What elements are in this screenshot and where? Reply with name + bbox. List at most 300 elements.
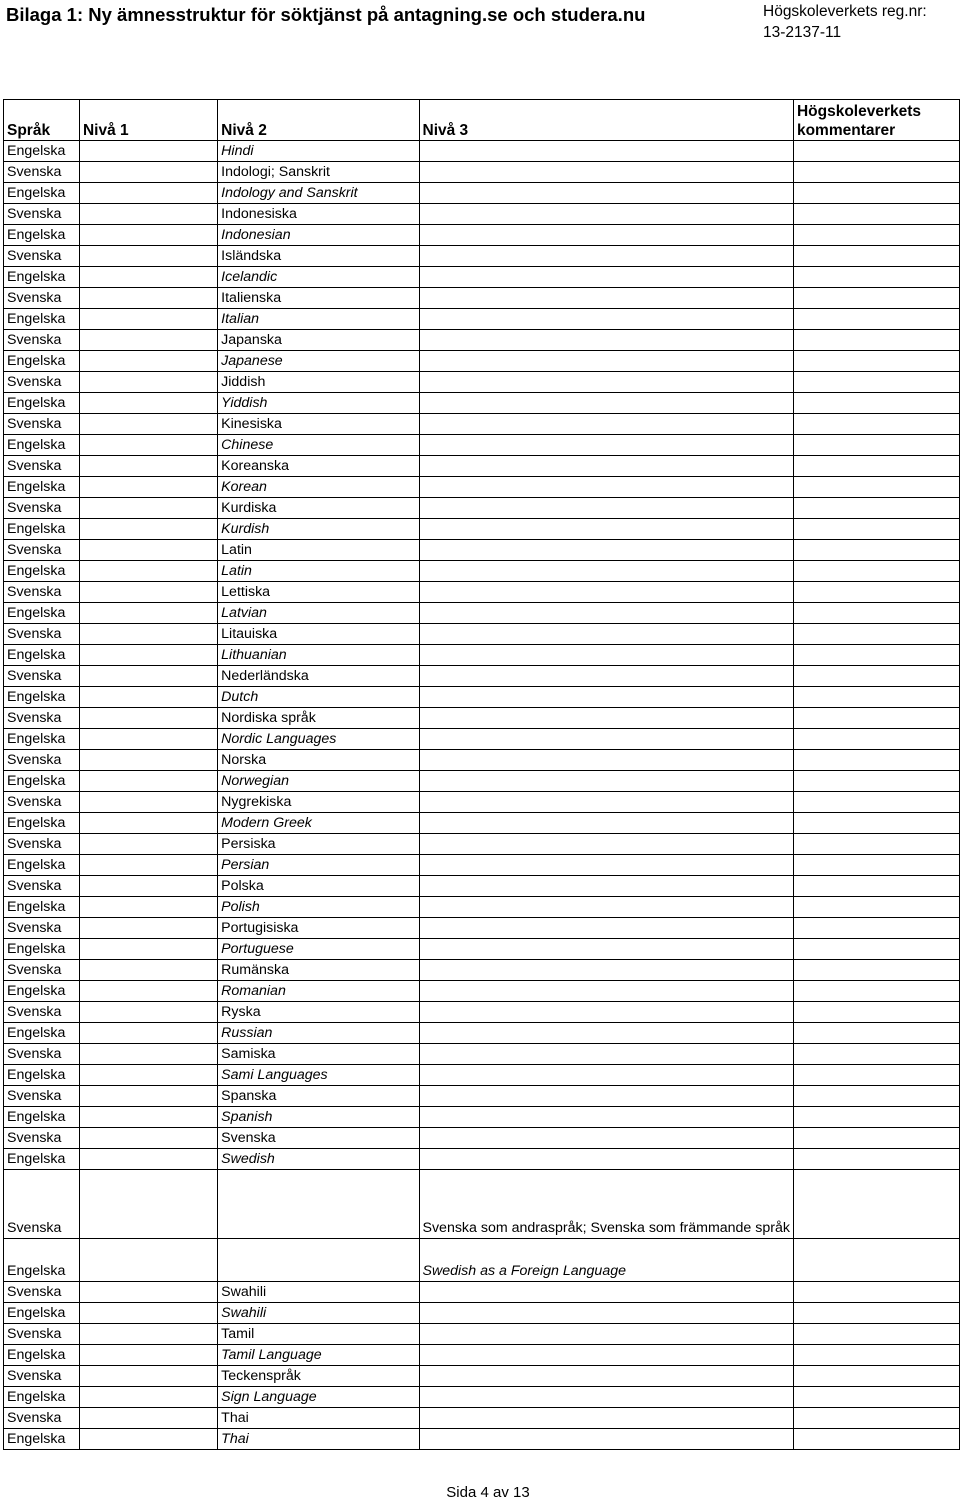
cell-niva-1 — [79, 267, 217, 288]
cell-niva-2: Japanese — [218, 351, 419, 372]
cell-kommentar — [793, 624, 959, 645]
cell-sprak: Engelska — [4, 1149, 80, 1170]
cell-kommentar — [793, 603, 959, 624]
table-row — [4, 1128, 960, 1149]
cell-niva-2 — [218, 1170, 419, 1239]
cell-niva-3 — [419, 771, 793, 792]
cell-niva-1 — [79, 666, 217, 687]
cell-sprak: Engelska — [4, 1107, 80, 1128]
cell-niva-1 — [79, 876, 217, 897]
cell-niva-1 — [79, 246, 217, 267]
cell-niva-3 — [419, 561, 793, 582]
table-row — [4, 939, 960, 960]
cell-niva-3 — [419, 1282, 793, 1303]
cell-niva-1 — [79, 1065, 217, 1086]
cell-niva-1 — [79, 540, 217, 561]
col-header-kommentarer-line1: Högskoleverkets — [796, 103, 922, 120]
cell-niva-2: Samiska — [218, 1044, 419, 1065]
cell-sprak: Svenska — [4, 582, 80, 603]
cell-kommentar — [793, 498, 959, 519]
cell-sprak: Svenska — [4, 1170, 80, 1239]
cell-sprak: Svenska — [4, 918, 80, 939]
cell-kommentar — [793, 1345, 959, 1366]
table-row — [4, 1239, 960, 1282]
table-row — [4, 1387, 960, 1408]
cell-niva-1 — [79, 1107, 217, 1128]
cell-niva-2: Persian — [218, 855, 419, 876]
cell-kommentar — [793, 1170, 959, 1239]
cell-niva-3 — [419, 1065, 793, 1086]
cell-niva-2: Jiddish — [218, 372, 419, 393]
col-header-niva-3: Nivå 3 — [419, 100, 793, 141]
cell-kommentar — [793, 813, 959, 834]
cell-sprak: Engelska — [4, 225, 80, 246]
cell-sprak: Svenska — [4, 414, 80, 435]
cell-kommentar — [793, 1408, 959, 1429]
cell-kommentar — [793, 1044, 959, 1065]
cell-niva-2: Thai — [218, 1429, 419, 1450]
cell-sprak: Engelska — [4, 1239, 80, 1282]
cell-kommentar — [793, 456, 959, 477]
cell-kommentar — [793, 1239, 959, 1282]
cell-niva-1 — [79, 1387, 217, 1408]
table-row — [4, 141, 960, 162]
cell-niva-3 — [419, 750, 793, 771]
cell-kommentar — [793, 267, 959, 288]
table-row — [4, 1170, 960, 1239]
table-row — [4, 645, 960, 666]
cell-sprak: Engelska — [4, 1429, 80, 1450]
cell-niva-2: Chinese — [218, 435, 419, 456]
cell-sprak: Svenska — [4, 456, 80, 477]
cell-sprak: Svenska — [4, 246, 80, 267]
cell-niva-2: Teckenspråk — [218, 1366, 419, 1387]
table-row — [4, 603, 960, 624]
cell-sprak: Engelska — [4, 1387, 80, 1408]
cell-kommentar — [793, 1387, 959, 1408]
cell-sprak: Svenska — [4, 750, 80, 771]
cell-sprak: Engelska — [4, 981, 80, 1002]
cell-niva-2: Isländska — [218, 246, 419, 267]
cell-kommentar — [793, 771, 959, 792]
cell-niva-2: Swahili — [218, 1282, 419, 1303]
cell-niva-2: Hindi — [218, 141, 419, 162]
registration-number — [763, 2, 927, 53]
cell-kommentar — [793, 645, 959, 666]
table-row — [4, 582, 960, 603]
cell-sprak: Engelska — [4, 855, 80, 876]
cell-sprak: Engelska — [4, 351, 80, 372]
reg-number: 13-2137-11 — [763, 24, 842, 41]
table-row — [4, 666, 960, 687]
cell-niva-1 — [79, 1086, 217, 1107]
cell-niva-2: Polish — [218, 897, 419, 918]
cell-niva-1 — [79, 939, 217, 960]
document-title: Bilaga 1: Ny ämnesstruktur för söktjänst på antagning.se och studera.nu — [6, 4, 646, 25]
cell-niva-3 — [419, 456, 793, 477]
cell-kommentar — [793, 1303, 959, 1324]
table-row — [4, 246, 960, 267]
cell-niva-1 — [79, 855, 217, 876]
cell-sprak: Svenska — [4, 1324, 80, 1345]
cell-kommentar — [793, 1086, 959, 1107]
cell-niva-3 — [419, 813, 793, 834]
table-row — [4, 372, 960, 393]
cell-niva-3 — [419, 393, 793, 414]
cell-niva-1 — [79, 708, 217, 729]
cell-sprak: Engelska — [4, 687, 80, 708]
cell-sprak: Engelska — [4, 435, 80, 456]
cell-niva-2 — [218, 1239, 419, 1282]
cell-kommentar — [793, 309, 959, 330]
cell-sprak: Svenska — [4, 834, 80, 855]
table-row — [4, 561, 960, 582]
col-header-kommentarer — [793, 100, 959, 141]
cell-niva-1 — [79, 498, 217, 519]
cell-niva-2: Kurdish — [218, 519, 419, 540]
cell-niva-3 — [419, 351, 793, 372]
cell-niva-1 — [79, 1044, 217, 1065]
cell-niva-1 — [79, 792, 217, 813]
cell-niva-2: Lettiska — [218, 582, 419, 603]
cell-niva-2: Italian — [218, 309, 419, 330]
cell-niva-2: Nederländska — [218, 666, 419, 687]
cell-niva-2: Svenska — [218, 1128, 419, 1149]
cell-niva-2: Portugisiska — [218, 918, 419, 939]
cell-niva-2: Korean — [218, 477, 419, 498]
cell-niva-3 — [419, 981, 793, 1002]
cell-sprak: Engelska — [4, 267, 80, 288]
cell-niva-2: Modern Greek — [218, 813, 419, 834]
cell-sprak: Svenska — [4, 1282, 80, 1303]
table-row — [4, 771, 960, 792]
cell-kommentar — [793, 1002, 959, 1023]
cell-niva-1 — [79, 624, 217, 645]
cell-niva-1 — [79, 1282, 217, 1303]
cell-sprak: Engelska — [4, 141, 80, 162]
table-row — [4, 792, 960, 813]
cell-kommentar — [793, 792, 959, 813]
table-row — [4, 225, 960, 246]
table-row — [4, 729, 960, 750]
cell-niva-2: Nordiska språk — [218, 708, 419, 729]
cell-niva-1 — [79, 477, 217, 498]
table-row — [4, 309, 960, 330]
cell-kommentar — [793, 183, 959, 204]
table-row — [4, 183, 960, 204]
cell-kommentar — [793, 897, 959, 918]
cell-niva-1 — [79, 435, 217, 456]
cell-sprak: Engelska — [4, 1023, 80, 1044]
cell-niva-1 — [79, 1239, 217, 1282]
cell-niva-1 — [79, 351, 217, 372]
cell-niva-1 — [79, 288, 217, 309]
cell-sprak: Engelska — [4, 561, 80, 582]
cell-niva-1 — [79, 603, 217, 624]
cell-kommentar — [793, 435, 959, 456]
cell-niva-3 — [419, 624, 793, 645]
cell-niva-2: Yiddish — [218, 393, 419, 414]
cell-sprak: Engelska — [4, 603, 80, 624]
cell-niva-3 — [419, 267, 793, 288]
cell-sprak: Svenska — [4, 162, 80, 183]
cell-niva-3 — [419, 1128, 793, 1149]
cell-sprak: Engelska — [4, 645, 80, 666]
cell-niva-3 — [419, 1366, 793, 1387]
cell-niva-2: Russian — [218, 1023, 419, 1044]
table-row — [4, 813, 960, 834]
cell-niva-2: Persiska — [218, 834, 419, 855]
cell-niva-3 — [419, 582, 793, 603]
cell-kommentar — [793, 981, 959, 1002]
cell-niva-2: Portuguese — [218, 939, 419, 960]
cell-kommentar — [793, 1282, 959, 1303]
cell-kommentar — [793, 1324, 959, 1345]
reg-label: Högskoleverkets reg.nr: — [763, 3, 927, 20]
cell-niva-3 — [419, 498, 793, 519]
cell-niva-2: Japanska — [218, 330, 419, 351]
cell-niva-1 — [79, 1408, 217, 1429]
cell-sprak: Engelska — [4, 1065, 80, 1086]
cell-niva-1 — [79, 918, 217, 939]
cell-niva-2: Sami Languages — [218, 1065, 419, 1086]
table-row — [4, 897, 960, 918]
cell-niva-2: Latvian — [218, 603, 419, 624]
cell-niva-1 — [79, 1170, 217, 1239]
cell-kommentar — [793, 288, 959, 309]
cell-niva-1 — [79, 687, 217, 708]
cell-niva-3 — [419, 603, 793, 624]
cell-niva-1 — [79, 225, 217, 246]
cell-niva-2: Nygrekiska — [218, 792, 419, 813]
cell-sprak: Engelska — [4, 183, 80, 204]
cell-niva-1 — [79, 1149, 217, 1170]
cell-niva-2: Indology and Sanskrit — [218, 183, 419, 204]
cell-niva-2: Swedish — [218, 1149, 419, 1170]
table-row — [4, 1107, 960, 1128]
table-row — [4, 519, 960, 540]
cell-niva-2: Indonesiska — [218, 204, 419, 225]
cell-niva-3 — [419, 1408, 793, 1429]
cell-sprak: Engelska — [4, 771, 80, 792]
table-row — [4, 540, 960, 561]
table-row — [4, 1002, 960, 1023]
table-row — [4, 204, 960, 225]
cell-niva-1 — [79, 309, 217, 330]
table-row — [4, 162, 960, 183]
cell-sprak: Svenska — [4, 624, 80, 645]
cell-niva-1 — [79, 141, 217, 162]
col-header-niva-1: Nivå 1 — [79, 100, 217, 141]
cell-niva-1 — [79, 1366, 217, 1387]
table-row — [4, 288, 960, 309]
table-header-row — [4, 100, 960, 141]
table-row — [4, 1023, 960, 1044]
cell-sprak: Svenska — [4, 1044, 80, 1065]
cell-niva-3 — [419, 1324, 793, 1345]
col-header-sprak: Språk — [4, 100, 80, 141]
cell-niva-2: Polska — [218, 876, 419, 897]
cell-sprak: Svenska — [4, 792, 80, 813]
cell-niva-3 — [419, 183, 793, 204]
cell-sprak: Engelska — [4, 519, 80, 540]
cell-niva-1 — [79, 582, 217, 603]
table-row — [4, 1345, 960, 1366]
cell-kommentar — [793, 351, 959, 372]
cell-niva-1 — [79, 834, 217, 855]
table-row — [4, 750, 960, 771]
cell-niva-1 — [79, 981, 217, 1002]
cell-sprak: Svenska — [4, 288, 80, 309]
cell-sprak: Svenska — [4, 1002, 80, 1023]
table-row — [4, 1303, 960, 1324]
table-row — [4, 1149, 960, 1170]
table-row — [4, 708, 960, 729]
cell-kommentar — [793, 834, 959, 855]
cell-sprak: Svenska — [4, 666, 80, 687]
cell-kommentar — [793, 372, 959, 393]
cell-niva-2: Latin — [218, 561, 419, 582]
cell-niva-1 — [79, 771, 217, 792]
cell-niva-1 — [79, 372, 217, 393]
cell-niva-3 — [419, 834, 793, 855]
table-row — [4, 1086, 960, 1107]
cell-niva-1 — [79, 729, 217, 750]
cell-niva-1 — [79, 813, 217, 834]
table-row — [4, 435, 960, 456]
cell-niva-1 — [79, 456, 217, 477]
cell-niva-3 — [419, 1086, 793, 1107]
table-row — [4, 834, 960, 855]
cell-sprak: Engelska — [4, 729, 80, 750]
cell-niva-2: Tamil — [218, 1324, 419, 1345]
cell-kommentar — [793, 225, 959, 246]
cell-niva-2: Rumänska — [218, 960, 419, 981]
cell-niva-1 — [79, 750, 217, 771]
cell-niva-3 — [419, 1107, 793, 1128]
cell-kommentar — [793, 1065, 959, 1086]
cell-kommentar — [793, 1107, 959, 1128]
cell-sprak: Engelska — [4, 393, 80, 414]
cell-kommentar — [793, 750, 959, 771]
cell-niva-3 — [419, 1303, 793, 1324]
cell-kommentar — [793, 1149, 959, 1170]
cell-niva-3: Svenska som andraspråk; Svenska som främmande språk — [419, 1170, 793, 1239]
cell-niva-3 — [419, 918, 793, 939]
cell-niva-3 — [419, 1044, 793, 1065]
table-row — [4, 1429, 960, 1450]
cell-kommentar — [793, 1023, 959, 1044]
cell-niva-1 — [79, 960, 217, 981]
cell-sprak: Svenska — [4, 876, 80, 897]
cell-kommentar — [793, 162, 959, 183]
cell-sprak: Svenska — [4, 204, 80, 225]
cell-niva-3 — [419, 1429, 793, 1450]
cell-niva-2: Nordic Languages — [218, 729, 419, 750]
cell-kommentar — [793, 393, 959, 414]
cell-niva-2: Ryska — [218, 1002, 419, 1023]
cell-niva-3 — [419, 540, 793, 561]
table-row — [4, 351, 960, 372]
cell-kommentar — [793, 1128, 959, 1149]
cell-niva-2: Tamil Language — [218, 1345, 419, 1366]
cell-niva-1 — [79, 204, 217, 225]
cell-sprak: Engelska — [4, 939, 80, 960]
cell-niva-1 — [79, 1324, 217, 1345]
table-row — [4, 330, 960, 351]
cell-niva-3 — [419, 666, 793, 687]
cell-niva-3 — [419, 645, 793, 666]
cell-niva-3 — [419, 687, 793, 708]
cell-niva-3 — [419, 246, 793, 267]
cell-niva-3 — [419, 960, 793, 981]
cell-sprak: Svenska — [4, 1408, 80, 1429]
table-row — [4, 687, 960, 708]
cell-niva-3 — [419, 1387, 793, 1408]
table-row — [4, 1324, 960, 1345]
cell-sprak: Engelska — [4, 813, 80, 834]
cell-niva-2: Icelandic — [218, 267, 419, 288]
cell-sprak: Engelska — [4, 1345, 80, 1366]
cell-niva-2: Sign Language — [218, 1387, 419, 1408]
col-header-kommentarer-line2: kommentarer — [796, 122, 896, 139]
cell-niva-1 — [79, 393, 217, 414]
cell-niva-3 — [419, 708, 793, 729]
cell-niva-2: Spanska — [218, 1086, 419, 1107]
cell-kommentar — [793, 876, 959, 897]
cell-sprak: Svenska — [4, 1128, 80, 1149]
cell-kommentar — [793, 141, 959, 162]
col-header-niva-2: Nivå 2 — [218, 100, 419, 141]
table-row — [4, 1366, 960, 1387]
cell-niva-3 — [419, 939, 793, 960]
cell-niva-1 — [79, 1128, 217, 1149]
cell-niva-3 — [419, 309, 793, 330]
cell-niva-1 — [79, 1429, 217, 1450]
cell-niva-2: Swahili — [218, 1303, 419, 1324]
cell-niva-1 — [79, 330, 217, 351]
cell-niva-1 — [79, 561, 217, 582]
table-row — [4, 456, 960, 477]
cell-niva-3: Swedish as a Foreign Language — [419, 1239, 793, 1282]
cell-kommentar — [793, 960, 959, 981]
cell-niva-3 — [419, 1345, 793, 1366]
cell-niva-3 — [419, 141, 793, 162]
cell-niva-3 — [419, 414, 793, 435]
cell-niva-2: Thai — [218, 1408, 419, 1429]
cell-niva-3 — [419, 204, 793, 225]
cell-sprak: Svenska — [4, 498, 80, 519]
cell-niva-1 — [79, 519, 217, 540]
cell-kommentar — [793, 414, 959, 435]
table-row — [4, 855, 960, 876]
cell-niva-3 — [419, 792, 793, 813]
table-row — [4, 1044, 960, 1065]
cell-niva-2: Norwegian — [218, 771, 419, 792]
table-row — [4, 876, 960, 897]
page-number: Sida 4 av 13 — [446, 1484, 530, 1501]
cell-niva-1 — [79, 1023, 217, 1044]
cell-kommentar — [793, 246, 959, 267]
cell-niva-2: Norska — [218, 750, 419, 771]
cell-niva-3 — [419, 855, 793, 876]
cell-kommentar — [793, 939, 959, 960]
cell-sprak: Svenska — [4, 1366, 80, 1387]
cell-kommentar — [793, 519, 959, 540]
table-row — [4, 1282, 960, 1303]
cell-niva-2: Indologi; Sanskrit — [218, 162, 419, 183]
cell-sprak: Svenska — [4, 1086, 80, 1107]
